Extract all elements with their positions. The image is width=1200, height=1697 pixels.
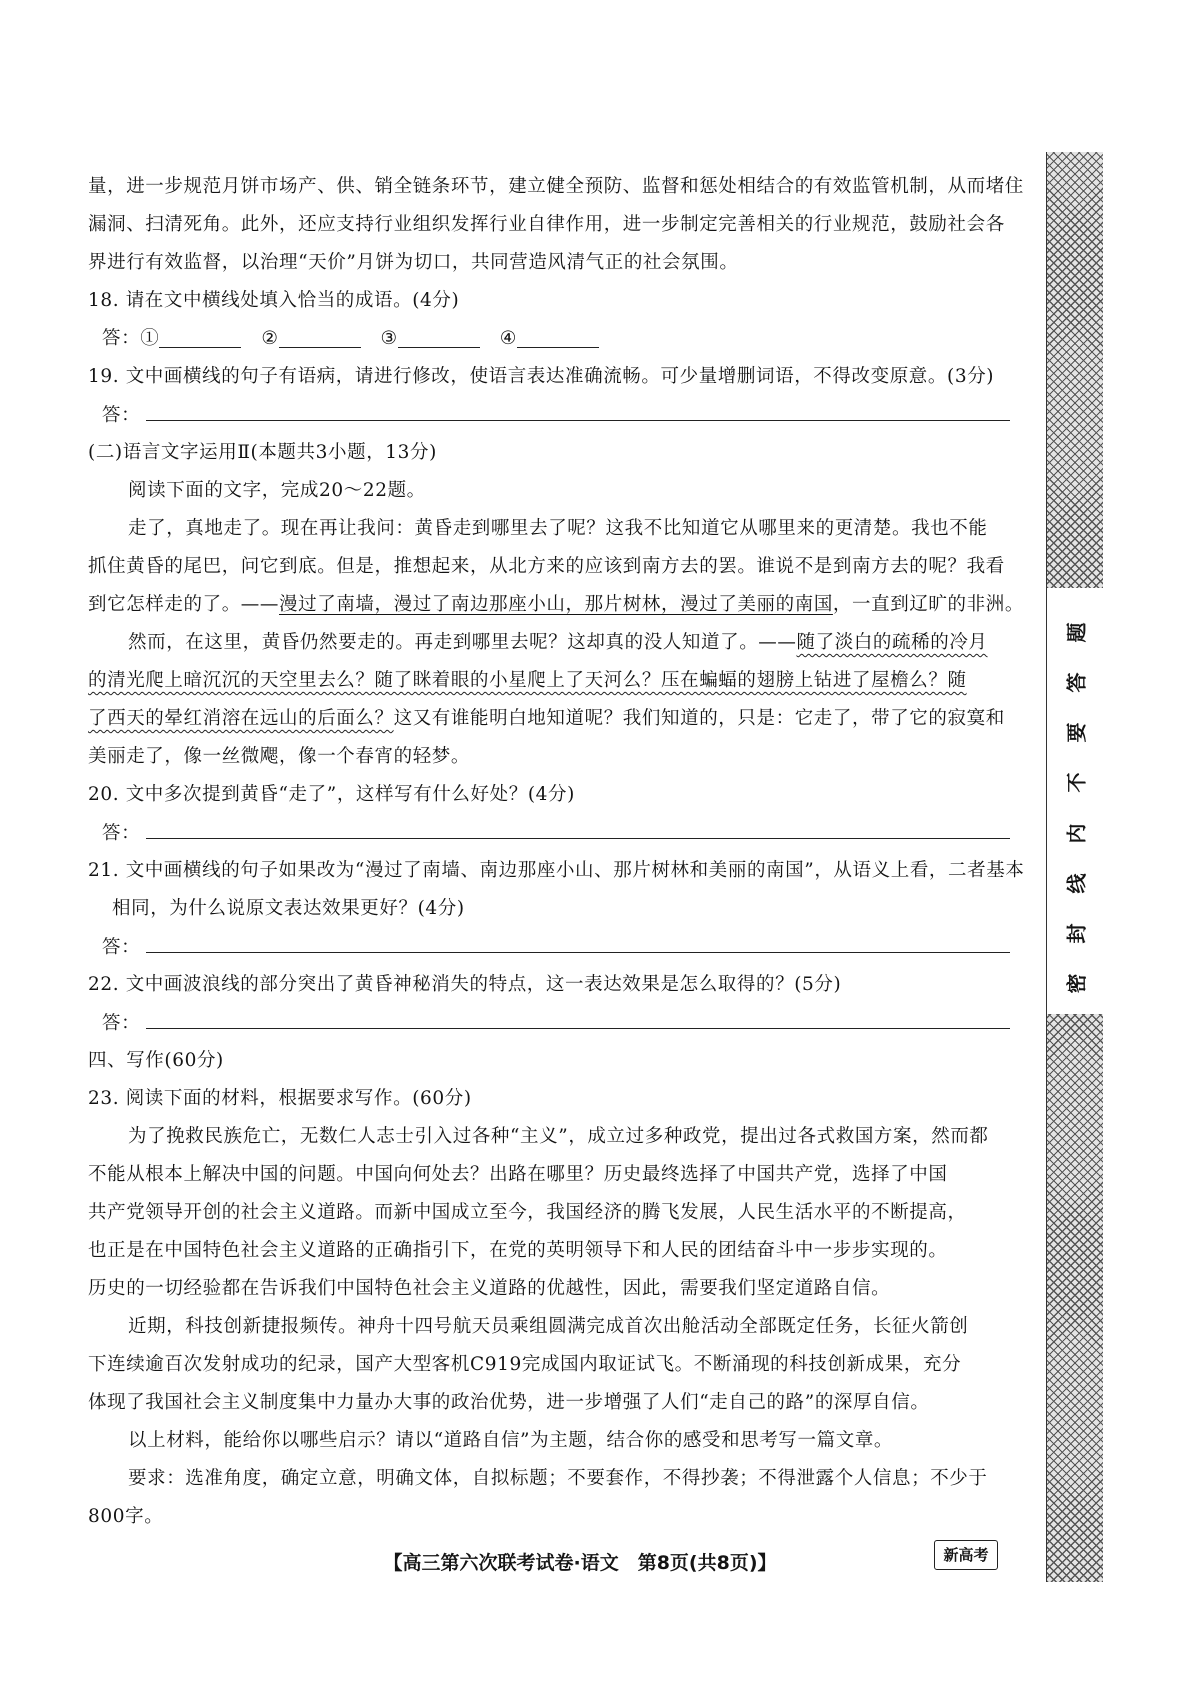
material-line: 为了挽救民族危亡，无数仁人志士引入过各种“主义”，成立过多种政党，提出过各式救国方案，然而都 <box>128 1126 989 1147</box>
q18-answer-row <box>88 320 1010 358</box>
passage-tail-line: 量，进一步规范月饼市场产、供、销全链条环节，建立健全预防、监督和惩处相结合的有效监管机制，从而堵住 <box>88 176 1024 197</box>
page-footer <box>0 1548 1200 1575</box>
blank-number: ③ <box>380 328 398 349</box>
answer-blank[interactable] <box>517 325 599 348</box>
answer-blank[interactable] <box>398 325 480 348</box>
material-line: 历史的一切经验都在告诉我们中国特色社会主义道路的优越性，因此，需要我们坚定道路自信。 <box>88 1278 891 1299</box>
passage2-line <box>88 700 1010 738</box>
seal-char: 题 <box>1064 622 1089 643</box>
passage2-line <box>88 624 1010 662</box>
question-18: 18. 请在文中横线处填入恰当的成语。(4分) <box>88 290 460 311</box>
question-19: 19. 文中画横线的句子有语病，请进行修改，使语言表达准确流畅。可少量增删词语，不得改变原意。(3分) <box>88 366 995 387</box>
passage-tail-line: 界进行有效监督，以治理“天价”月饼为切口，共同营造风清气正的社会氛围。 <box>88 252 739 273</box>
blank-number: ① <box>140 328 160 349</box>
material-line: 不能从根本上解决中国的问题。中国向何处去？出路在哪里？历史最终选择了中国共产党，选择了中国 <box>88 1164 948 1185</box>
wavy-underlined-text: 的清光爬上暗沉沉的天空里去么？随了眯着眼的小星爬上了天河么？压在蝙蝠的翅膀上钻进了屋檐么？随 <box>88 670 967 691</box>
passage2-text: 这又有谁能明白地知道呢？我们知道的，只是：它走了，带了它的寂寞和 <box>393 708 1005 729</box>
passage2-text: 到它怎样走的了。—— <box>88 594 280 615</box>
answer-line[interactable] <box>146 1004 1010 1029</box>
passage2-text: 然而，在这里，黄昏仍然要走的。再走到哪里去呢？这却真的没人知道了。—— <box>128 632 797 653</box>
blank-number: ④ <box>499 328 517 349</box>
question-21: 21. 文中画横线的句子如果改为“漫过了南墙、南边那座小山、那片树林和美丽的南国”，从语义上看，二者基本 <box>88 860 1025 881</box>
section-4-heading: 四、写作(60分) <box>88 1050 224 1071</box>
question-21-cont: 相同，为什么说原文表达效果更好？(4分) <box>112 898 465 919</box>
section-2-heading: (二)语言文字运用Ⅱ(本题共3小题，13分) <box>88 442 437 463</box>
seal-char: 线 <box>1064 873 1089 894</box>
answer-label: 答： <box>102 405 141 426</box>
seal-line-notice <box>1047 588 1103 1014</box>
binding-pattern <box>1047 152 1103 588</box>
section-2-intro: 阅读下面的文字，完成20～22题。 <box>128 480 426 501</box>
material-line: 下连续逾百次发射成功的纪录，国产大型客机C919完成国内取证试飞。不断涌现的科技创新成果，充分 <box>88 1354 962 1375</box>
footer-text: 【高三第六次联考试卷·语文 第8页(共8页)】 <box>383 1552 777 1574</box>
passage2-line: 美丽走了，像一丝微飔，像一个春宵的轻梦。 <box>88 746 471 767</box>
passage2-line: 抓住黄昏的尾巴，问它到底。但是，推想起来，从北方来的应该到南方去的罢。谁说不是到南方去的呢？我看 <box>88 556 1005 577</box>
seal-char: 内 <box>1064 823 1089 844</box>
question-23: 23. 阅读下面的材料，根据要求写作。(60分) <box>88 1088 472 1109</box>
wavy-underlined-text: 了西天的晕红消溶在远山的后面么？ <box>88 708 394 729</box>
answer-blank[interactable] <box>279 325 361 348</box>
material-line: 共产党领导开创的社会主义道路。而新中国成立至今，我国经济的腾飞发展，人民生活水平的不断提高， <box>88 1202 967 1223</box>
binding-strip <box>1046 152 1103 1582</box>
material-line: 也正是在中国特色社会主义道路的正确指引下，在党的英明领导下和人民的团结奋斗中一步步实现的。 <box>88 1240 948 1261</box>
answer-line[interactable] <box>146 814 1010 839</box>
writing-requirements: 要求：选准角度，确定立意，明确文体，自拟标题；不要套作，不得抄袭；不得泄露个人信息；不少于 <box>128 1468 988 1489</box>
q19-answer-row <box>88 396 1010 434</box>
answer-line[interactable] <box>146 396 1010 421</box>
answer-label: 答： <box>102 328 141 349</box>
seal-char: 不 <box>1064 772 1089 793</box>
passage2-text: ，一直到辽旷的非洲。 <box>832 594 1024 615</box>
seal-char: 要 <box>1064 722 1089 743</box>
binding-pattern <box>1047 1014 1103 1582</box>
blank-number: ② <box>261 328 279 349</box>
answer-label: 答： <box>102 937 141 958</box>
q20-answer-row <box>88 814 1010 852</box>
material-line: 体现了我国社会主义制度集中力量办大事的政治优势，进一步增强了人们“走自己的路”的深厚自信。 <box>88 1392 930 1413</box>
underlined-sentence: 漫过了南墙，漫过了南边那座小山，那片树林，漫过了美丽的南国 <box>279 594 833 615</box>
seal-char: 密 <box>1064 973 1089 994</box>
writing-prompt: 以上材料，能给你以哪些启示？请以“道路自信”为主题，结合你的感受和思考写一篇文章。 <box>128 1430 894 1451</box>
question-20: 20. 文中多次提到黄昏“走了”，这样写有什么好处？(4分) <box>88 784 575 805</box>
question-22: 22. 文中画波浪线的部分突出了黄昏神秘消失的特点，这一表达效果是怎么取得的？(5分) <box>88 974 842 995</box>
passage2-line <box>88 662 1010 700</box>
answer-line[interactable] <box>146 928 1010 953</box>
wavy-underlined-text: 随了淡白的疏稀的冷月 <box>796 632 988 653</box>
q22-answer-row <box>88 1004 1010 1042</box>
page-content <box>88 168 1025 1536</box>
material-line: 近期，科技创新捷报频传。神舟十四号航天员乘组圆满完成首次出舱活动全部既定任务，长征火箭创 <box>128 1316 969 1337</box>
answer-label: 答： <box>102 823 141 844</box>
q21-answer-row <box>88 928 1010 966</box>
passage-tail-line: 漏洞、扫清死角。此外，还应支持行业组织发挥行业自律作用，进一步制定完善相关的行业规范，鼓励社会各 <box>88 214 1005 235</box>
answer-label: 答： <box>102 1013 141 1034</box>
seal-char: 答 <box>1064 672 1089 693</box>
seal-char: 封 <box>1064 923 1089 944</box>
passage2-line: 走了，真地走了。现在再让我问：黄昏走到哪里去了呢？这我不比知道它从哪里来的更清楚。我也不能 <box>128 518 988 539</box>
passage2-line <box>88 586 1024 624</box>
writing-requirements-cont: 800字。 <box>88 1506 164 1527</box>
brand-logo: 新高考 <box>934 1540 998 1570</box>
answer-blank[interactable] <box>159 325 241 348</box>
